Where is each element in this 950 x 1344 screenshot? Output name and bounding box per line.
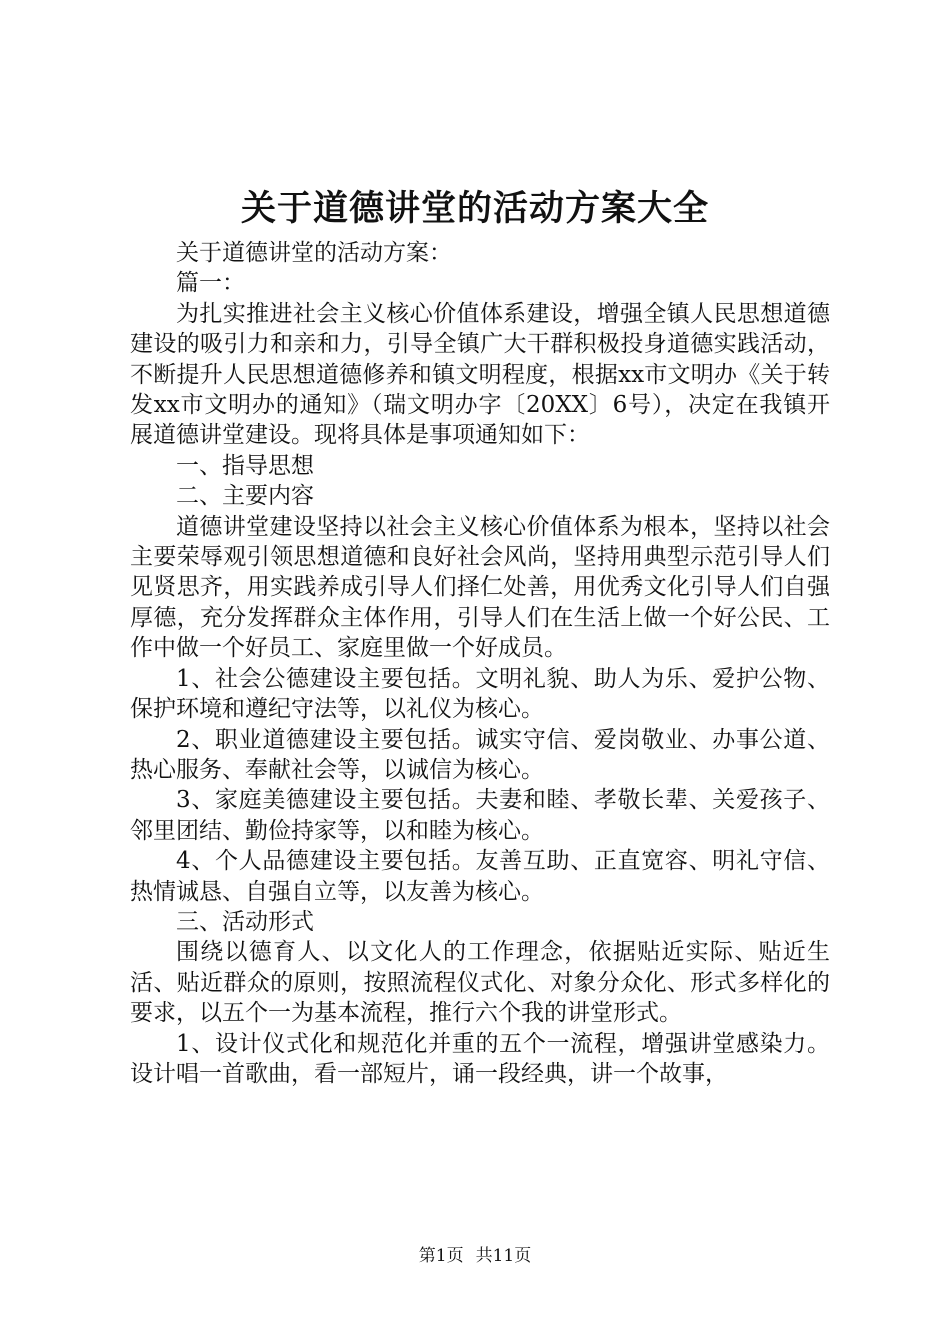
paragraph: 4、个人品德建设主要包括。友善互助、正直宽容、明礼守信、热情诚恳、自强自立等，以友善为核心。 [130, 848, 830, 905]
paragraph: 篇一： [176, 270, 245, 297]
paragraph: 1、社会公德建设主要包括。文明礼貌、助人为乐、爱护公物、保护环境和遵纪守法等，以礼仪为核心。 [130, 665, 830, 723]
paragraph: 关于道德讲堂的活动方案： [176, 240, 452, 266]
page-number: 第1页 [418, 1246, 464, 1266]
paragraph: 1、设计仪式化和规范化并重的五个一流程，增强讲堂感染力。设计唱一首歌曲，看一部短片，诵一段经典，讲一个故事， [130, 1030, 830, 1087]
paragraph: 三、活动形式 [176, 908, 314, 935]
paragraph: 道德讲堂建设坚持以社会主义核心价值体系为根本，坚持以社会主要荣辱观引领思想道德和良好社会风尚，坚持用典型示范引导人们见贤思齐，用实践养成引导人们择仁处善，用优秀文化引导人们自强厚德，充分发挥群众主体作用，引导人们在生活上做一个好公民、工作中做一个好员工、家庭里做一个好成员。 [130, 513, 830, 662]
page-total: 共11页 [475, 1246, 532, 1266]
document-body [130, 238, 830, 1089]
paragraph: 围绕以德育人、以文化人的工作理念，依据贴近实际、贴近生活、贴近群众的原则，按照流程仪式化、对象分众化、形式多样化的要求，以五个一为基本流程，推行六个我的讲堂形式。 [130, 939, 830, 1027]
paragraph: 2、职业道德建设主要包括。诚实守信、爱岗敬业、办事公道、热心服务、奉献社会等，以诚信为核心。 [130, 726, 830, 783]
paragraph: 一、指导思想 [176, 452, 314, 479]
paragraph: 二、主要内容 [176, 483, 314, 510]
paragraph: 为扎实推进社会主义核心价值体系建设，增强全镇人民思想道德建设的吸引力和亲和力，引导全镇广大干群积极投身道德实践活动，不断提升人民思想道德修养和镇文明程度，根据xx市文明办《关于转发xx市文明办的通知》（瑞文明办字〔20XX〕6号），决定在我镇开展道德讲堂建设。现将具体是事项通知如下： [130, 300, 830, 449]
page-footer [0, 1244, 950, 1268]
paragraph: 3、家庭美德建设主要包括。夫妻和睦、孝敬长辈、关爱孩子、邻里团结、勤俭持家等，以和睦为核心。 [130, 787, 830, 844]
document-title: 关于道德讲堂的活动方案大全 [240, 188, 709, 229]
